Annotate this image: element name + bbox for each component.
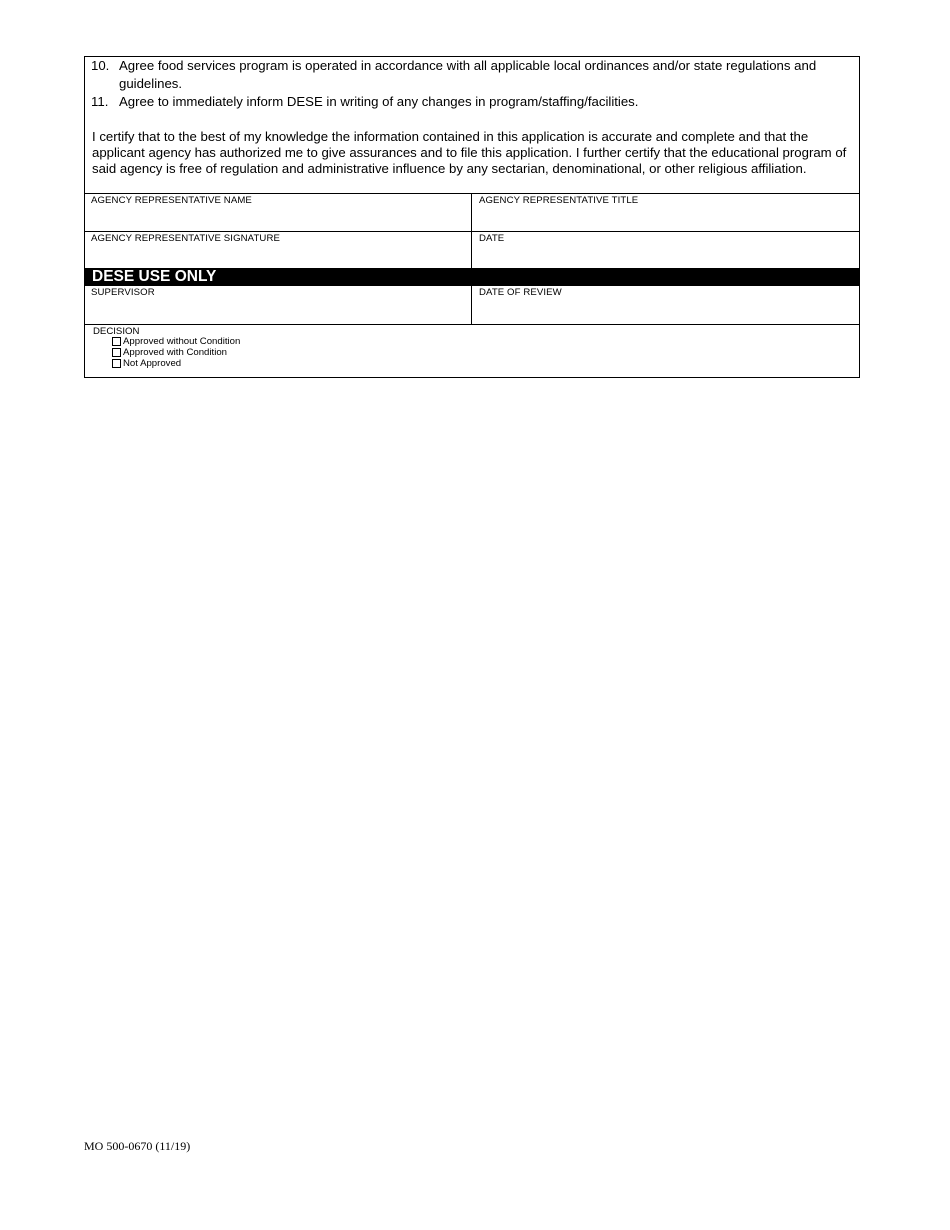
item-number: 11. xyxy=(91,94,109,109)
dese-use-only-banner: DESE USE ONLY xyxy=(85,268,859,286)
certification-statement: I certify that to the best of my knowledge the information contained in this application is accurate and complete and that the applicant agency has authorized me to give assurances and to file this application. I further certify that the educational program of said agency is free of regulation and administrative influence by any sectarian, denominational, or other religious affiliation. xyxy=(92,129,847,176)
supervisor-field[interactable] xyxy=(85,286,472,324)
list-item xyxy=(91,93,851,111)
rep-title-field[interactable] xyxy=(472,194,859,231)
rep-title-label: AGENCY REPRESENTATIVE TITLE xyxy=(479,195,639,206)
date-of-review-field[interactable] xyxy=(472,286,859,324)
checkbox[interactable] xyxy=(112,359,121,368)
form-number: MO 500-0670 (11/19) xyxy=(84,1139,191,1153)
signature-row xyxy=(85,231,859,268)
rep-signature-field[interactable] xyxy=(85,232,472,268)
option-label: Not Approved xyxy=(123,358,182,369)
date-of-review-label: DATE OF REVIEW xyxy=(479,287,562,298)
representative-row xyxy=(85,193,859,231)
decision-option-approved-with-condition[interactable] xyxy=(112,347,240,358)
decision-options xyxy=(112,336,240,369)
application-form xyxy=(84,56,860,378)
decision-option-approved-without-condition[interactable] xyxy=(112,336,240,347)
option-label: Approved with Condition xyxy=(123,347,227,358)
decision-section xyxy=(85,324,859,378)
item-text: Agree food services program is operated in accordance with all applicable local ordinances and/or state regulations and guidelines. xyxy=(119,58,817,91)
item-number: 10. xyxy=(91,58,110,73)
supervisor-label: SUPERVISOR xyxy=(91,287,155,298)
list-item xyxy=(91,57,851,93)
date-label: DATE xyxy=(479,233,505,244)
date-field[interactable] xyxy=(472,232,859,268)
assurance-list xyxy=(91,57,851,111)
checkbox[interactable] xyxy=(112,337,121,346)
rep-signature-label: AGENCY REPRESENTATIVE SIGNATURE xyxy=(91,233,280,244)
rep-name-label: AGENCY REPRESENTATIVE NAME xyxy=(91,195,252,206)
supervisor-row xyxy=(85,286,859,324)
option-label: Approved without Condition xyxy=(123,336,241,347)
rep-name-field[interactable] xyxy=(85,194,472,231)
decision-option-not-approved[interactable] xyxy=(112,358,240,369)
decision-label: DECISION xyxy=(93,326,140,337)
checkbox[interactable] xyxy=(112,348,121,357)
item-text: Agree to immediately inform DESE in writing of any changes in program/staffing/facilities. xyxy=(119,94,639,109)
